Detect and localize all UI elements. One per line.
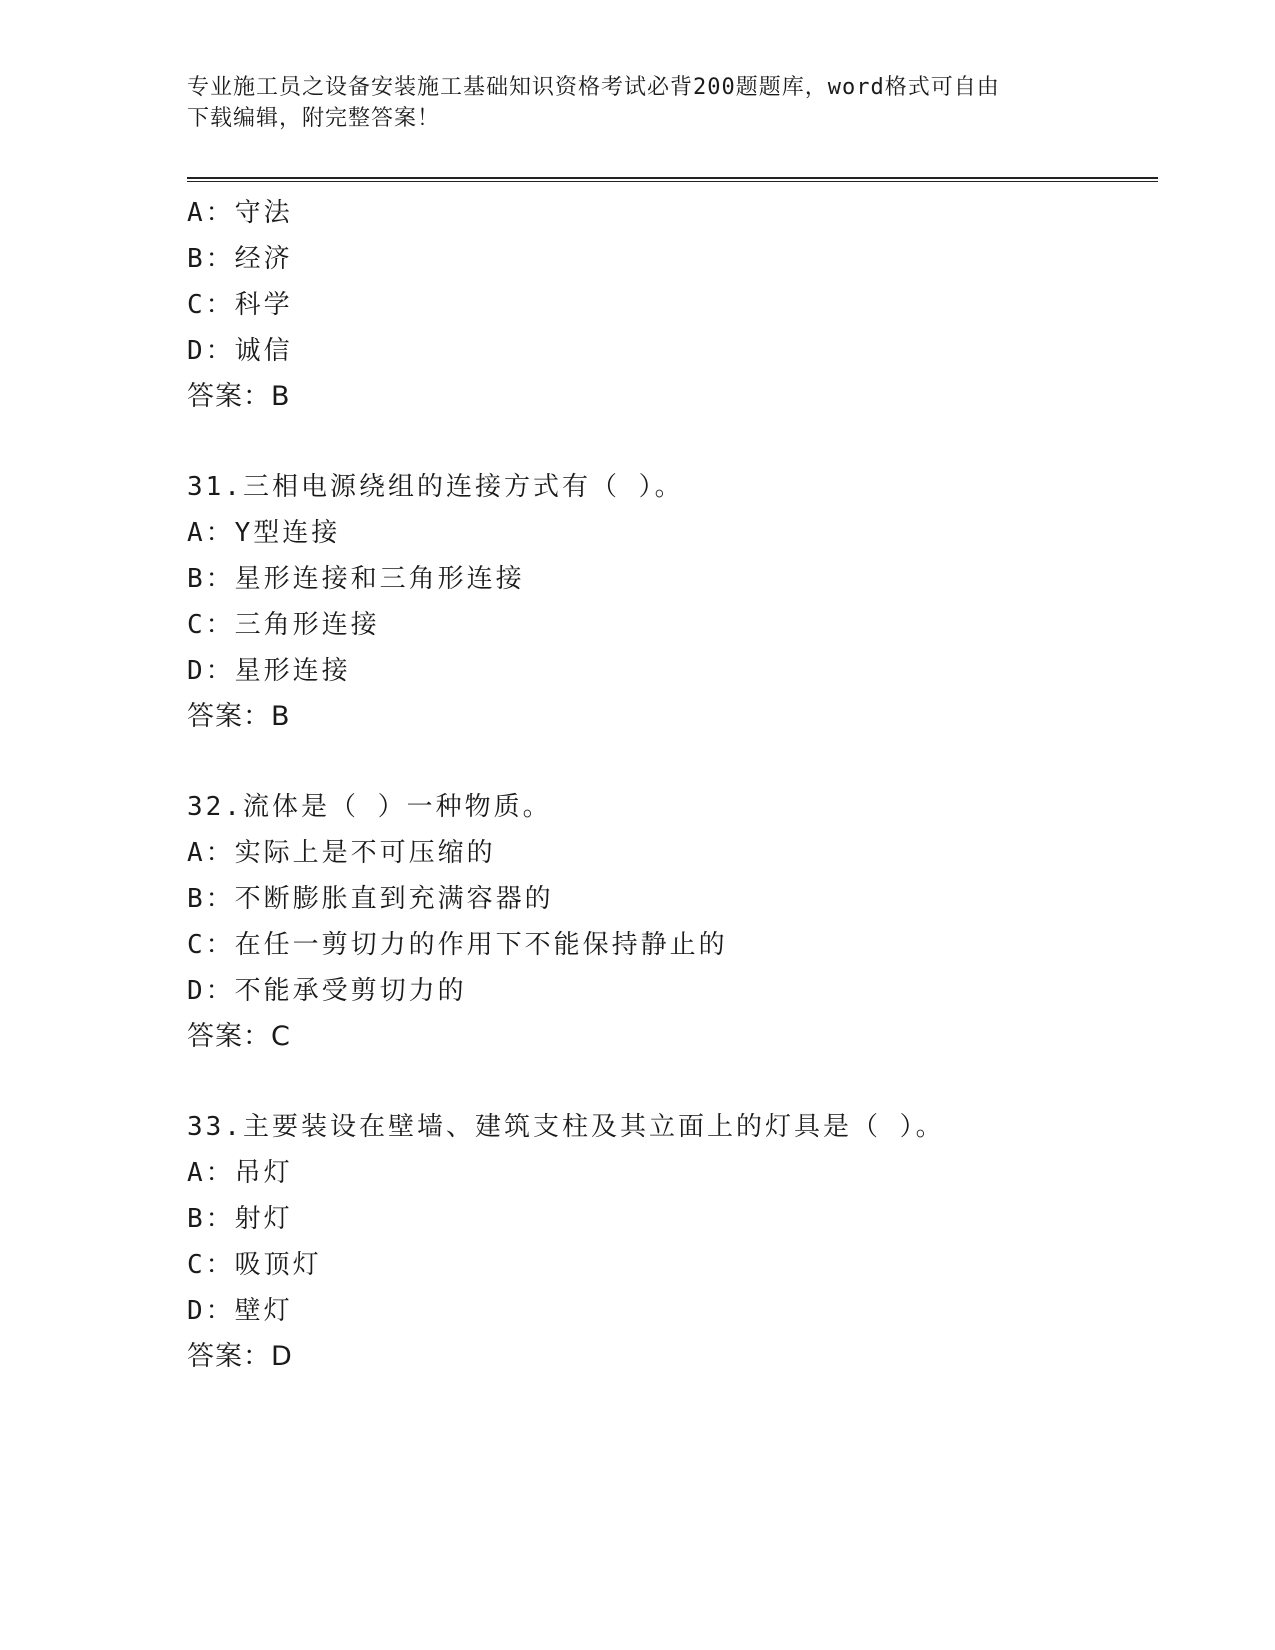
document-header xyxy=(187,72,1087,134)
spacer xyxy=(187,1060,1167,1104)
answer: 答案：D xyxy=(187,1341,293,1372)
question-block-33 xyxy=(187,1104,1167,1380)
option-a: A：实际上是不可压缩的 xyxy=(187,838,496,868)
option-b: B：不断膨胀直到充满容器的 xyxy=(187,884,554,914)
option-a: A：吊灯 xyxy=(187,1158,293,1188)
option-b: B：经济 xyxy=(187,244,293,274)
option-a: A：守法 xyxy=(187,198,293,228)
option-c: C：科学 xyxy=(187,290,293,320)
option-d: D：壁灯 xyxy=(187,1296,293,1326)
option-a: A：Y型连接 xyxy=(187,518,341,548)
spacer xyxy=(187,420,1167,464)
answer: 答案：C xyxy=(187,1021,291,1052)
header-title-line-1: 专业施工员之设备安装施工基础知识资格考试必背200题题库，word格式可自由 xyxy=(187,75,1000,100)
question-text: 31.三相电源绕组的连接方式有（ ）。 xyxy=(187,472,684,502)
option-d: D：星形连接 xyxy=(187,656,351,686)
question-list xyxy=(187,190,1167,1380)
option-c: C：在任一剪切力的作用下不能保持静止的 xyxy=(187,930,728,960)
question-text: 32.流体是（ ）一种物质。 xyxy=(187,792,552,822)
option-d: D：诚信 xyxy=(187,336,293,366)
answer: 答案：B xyxy=(187,701,291,732)
option-b: B：星形连接和三角形连接 xyxy=(187,564,525,594)
question-block-30 xyxy=(187,190,1167,420)
spacer xyxy=(187,740,1167,784)
question-block-32 xyxy=(187,784,1167,1060)
option-c: C：三角形连接 xyxy=(187,610,380,640)
header-title-line-2: 下载编辑，附完整答案！ xyxy=(187,106,441,131)
answer: 答案：B xyxy=(187,381,291,412)
option-b: B：射灯 xyxy=(187,1204,293,1234)
option-d: D：不能承受剪切力的 xyxy=(187,976,467,1006)
question-block-31 xyxy=(187,464,1167,740)
option-c: C：吸顶灯 xyxy=(187,1250,322,1280)
question-text: 33.主要装设在壁墙、建筑支柱及其立面上的灯具是（ ）。 xyxy=(187,1112,945,1142)
header-divider xyxy=(187,177,1158,182)
